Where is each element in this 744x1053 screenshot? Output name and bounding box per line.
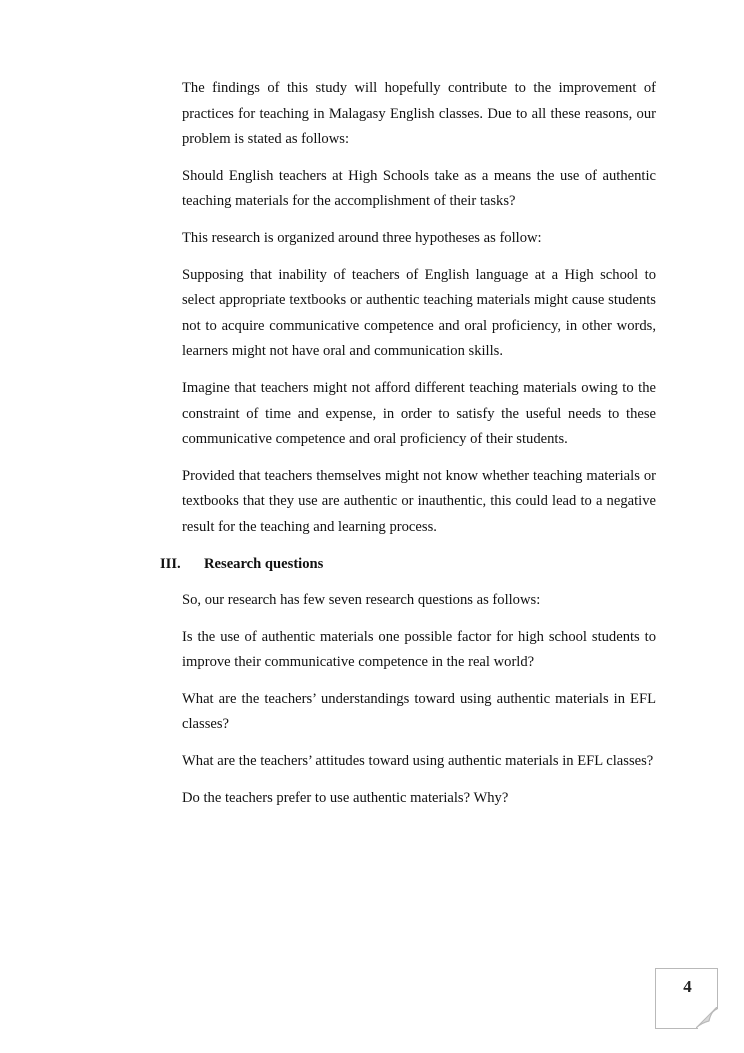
page-curl-icon: [696, 1007, 718, 1029]
page-number-box: [655, 968, 718, 1029]
paragraph-question-3: What are the teachers’ attitudes toward using authentic materials in EFL classes?: [182, 753, 654, 770]
paragraph-question-4: Do the teachers prefer to use authentic materials? Why?: [182, 789, 509, 806]
section-heading: [160, 552, 656, 578]
section-number: III.: [160, 555, 181, 572]
paragraph-findings: The findings of this study will hopefully contribute to the improvement of practices for teaching in Malagasy English classes. Due to all these reasons, our problem is stated as follows:: [182, 80, 656, 148]
paragraph-questions-intro: So, our research has few seven research questions as follows:: [182, 592, 541, 609]
paragraph-hypothesis-3: Provided that teachers themselves might not know whether teaching materials or textbooks that they use are authentic or inauthentic, this could lead to a negative result for the teaching and learning process.: [182, 467, 656, 535]
paragraph-question-2: What are the teachers’ understandings toward using authentic materials in EFL classes?: [182, 690, 656, 733]
page-number-box-edge-bottom: [656, 1028, 698, 1029]
section-title: Research questions: [204, 555, 324, 572]
paragraph-hypothesis-1: Supposing that inability of teachers of English language at a High school to select appropriate textbooks or authentic teaching materials might cause students not to acquire communicative competence and oral proficiency, in other words, learners might not have oral and communication skills.: [182, 266, 656, 360]
paragraph-problem-statement: Should English teachers at High Schools take as a means the use of authentic teaching materials for the accomplishment of their tasks?: [182, 167, 656, 210]
paragraph-question-1: Is the use of authentic materials one possible factor for high school students to improve their communicative competence in the real world?: [182, 628, 656, 671]
paragraph-hypothesis-2: Imagine that teachers might not afford different teaching materials owing to the constraint of time and expense, in order to satisfy the useful needs to these communicative competence and oral proficiency of their students.: [182, 379, 656, 448]
page-number: 4: [683, 977, 692, 996]
paragraph-hypotheses-intro: This research is organized around three hypotheses as follow:: [182, 229, 542, 246]
body-text: [160, 76, 656, 822]
